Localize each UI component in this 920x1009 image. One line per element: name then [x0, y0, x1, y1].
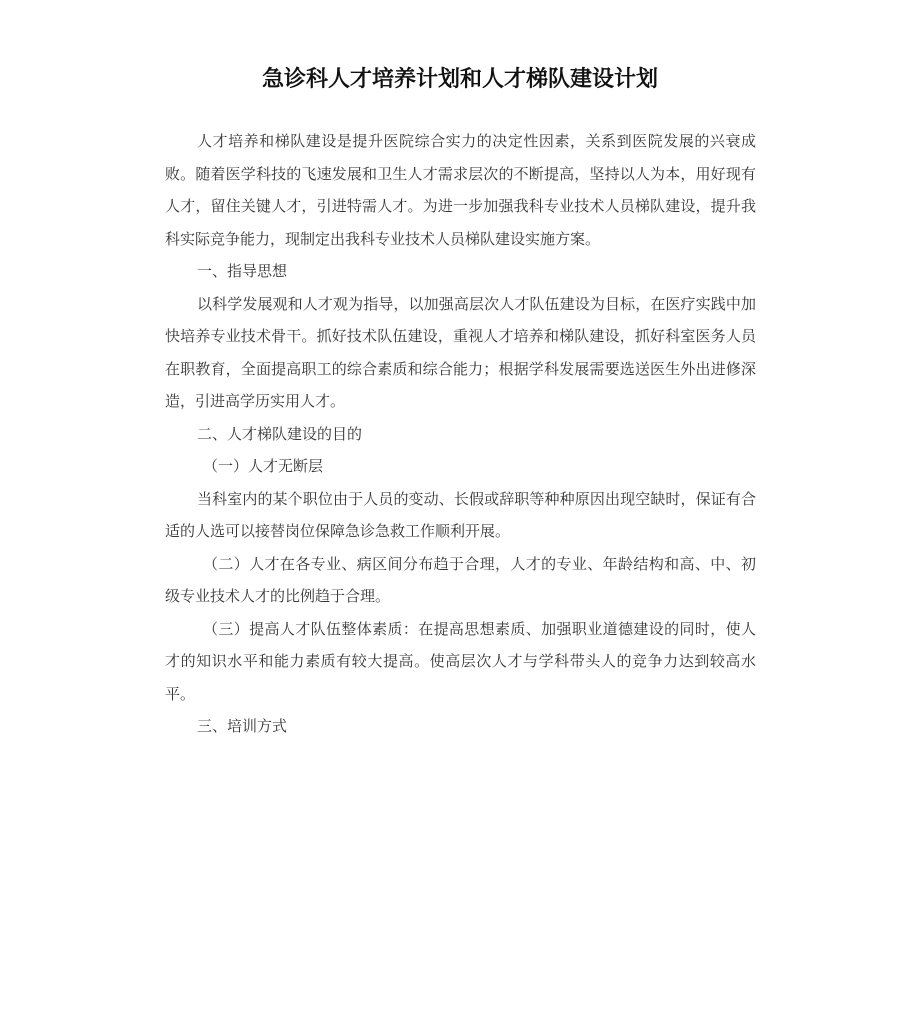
document-title: 急诊科人才培养计划和人才梯队建设计划: [261, 67, 658, 92]
subsection-heading-no-gap: （一）人才无断层: [203, 457, 324, 475]
no-gap-paragraph: 当科室内的某个职位由于人员的变动、长假或辞职等种种原因出现空缺时，保证有合适的人选可以接替岗位保障急诊急救工作顺利开展。: [165, 489, 756, 540]
document-body: [165, 125, 756, 743]
guiding-thought-paragraph: 以科学发展观和人才观为指导，以加强高层次人才队伍建设为目标，在医疗实践中加快培养专业技术骨干。抓好技术队伍建设，重视人才培养和梯队建设，抓好科室医务人员在职教育，全面提高职工的综合素质和综合能力；根据学科发展需要选送医生外出进修深造，引进高学历实用人才。: [165, 294, 756, 410]
section-heading-guiding-thought: 一、指导思想: [197, 262, 288, 280]
intro-paragraph: 人才培养和梯队建设是提升医院综合实力的决定性因素，关系到医院发展的兴衰成败。随着医学科技的飞速发展和卫生人才需求层次的不断提高，坚持以人为本，用好现有人才，留住关键人才，引进特需人才。为进一步加强我科专业技术人员梯队建设，提升我科实际竞争能力，现制定出我科专业技术人员梯队建设实施方案。: [165, 132, 756, 248]
section-heading-purpose: 二、人才梯队建设的目的: [197, 424, 363, 443]
section-heading-training: 三、培训方式: [197, 717, 288, 735]
distribution-paragraph: （二）人才在各专业、病区间分布趋于合理，人才的专业、年龄结构和高、中、初级专业技术人才的比例趋于合理。: [165, 554, 756, 605]
quality-paragraph: （三）提高人才队伍整体素质：在提高思想素质、加强职业道德建设的同时，使人才的知识水平和能力素质有较大提高。使高层次人才与学科带头人的竞争力达到较高水平。: [165, 619, 756, 703]
